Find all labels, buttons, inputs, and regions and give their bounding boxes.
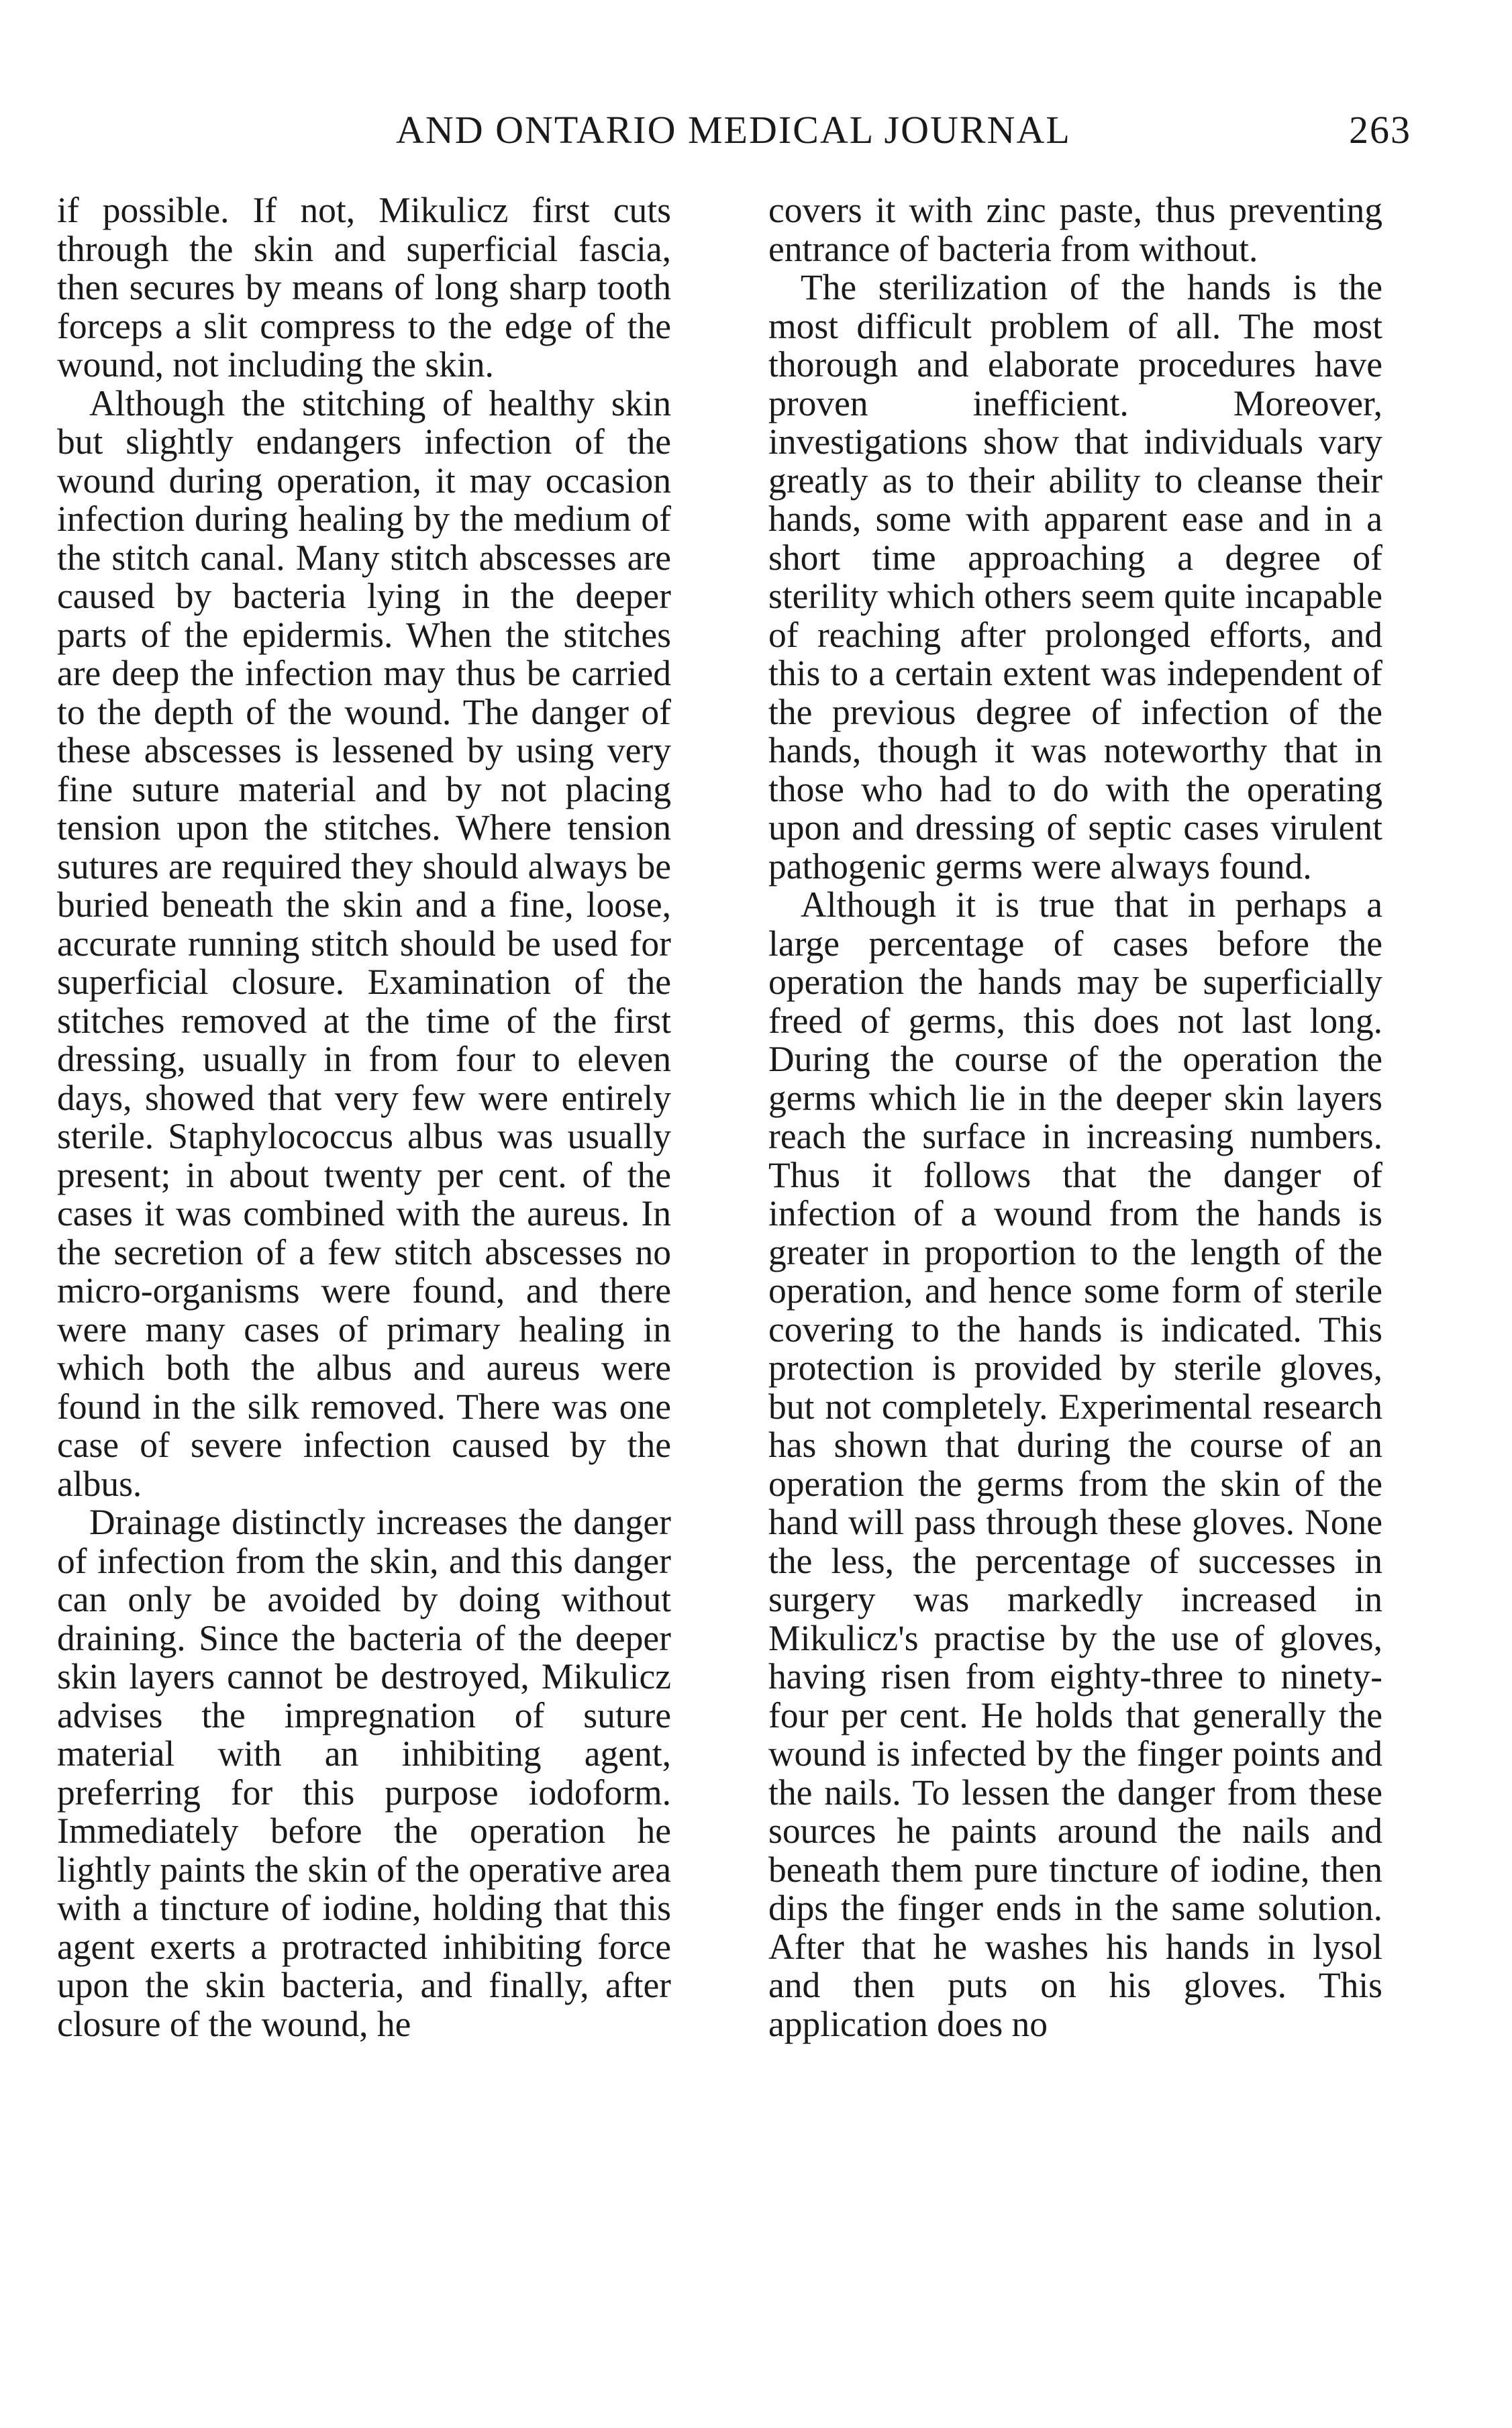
paragraph: Although the stitching of healthy skin but slightly endangers infection of the wound during operation, it may occasion infection during healing by the medium of the stitch canal. Many stitch abscesses are caused by bacteria lying in the deeper parts of the epidermis. When the stitches are deep the infection may thus be carried to the depth of the wound. The danger of these abscesses is lessened by using very fine suture material and by not placing tension upon the stitches. Where tension sutures are required they should always be buried beneath the skin and a fine, loose, accurate running stitch should be used for superficial closure. Examination of the stitches removed at the time of the first dressing, usually in from four to eleven days, showed that very few were entirely sterile. Staphylococcus albus was usually present; in about twenty per cent. of the cases it was combined with the aureus. In the secretion of a few stitch abscesses no micro-organisms were found, and there were many cases of primary healing in which both the albus and aureus were found in the silk removed. There was one case of severe infection caused by the albus. [57,383,671,1504]
paragraph: The sterilization of the hands is the most difficult problem of all. The most thorough and elaborate procedures have proven inefficient. Moreover, investigations show that individuals vary greatly as to their ability to cleanse their hands, some with apparent ease and in a short time approaching a degree of sterility which others seem quite incapable of reaching after prolonged efforts, and this to a certain extent was independent of the previous degree of infection of the hands, though it was noteworthy that in those who had to do with the operating upon and dressing of septic cases virulent pathogenic germs were always found. [768,267,1382,887]
paragraph: Drainage distinctly increases the danger of infection from the skin, and this danger can only be avoided by doing without draining. Since the bacteria of the deeper skin layers cannot be destroyed, Mikulicz advises the impregnation of suture material with an inhibiting agent, preferring for this purpose iodoform. Immediately before the operation he lightly paints the skin of the operative area with a tincture of iodine, holding that this agent exerts a protracted inhibiting force upon the skin bacteria, and finally, after closure of the wound, he [57,1502,671,2044]
left-column [57,191,671,2043]
running-head: AND ONTARIO MEDICAL JOURNAL [396,108,1071,152]
right-column [768,191,1382,2043]
paragraph: Although it is true that in perhaps a large percentage of cases before the operation the hands may be superficially freed of germs, this does not last long. During the course of the operation the germs which lie in the deeper skin layers reach the surface in increasing numbers. Thus it follows that the danger of infection of a wound from the hands is greater in proportion to the length of the operation, and hence some form of sterile covering to the hands is indicated. This protection is provided by sterile gloves, but not completely. Experimental research has shown that during the course of an operation the germs from the skin of the hand will pass through these gloves. None the less, the percentage of successes in surgery was markedly increased in Mikulicz's practise by the use of gloves, having risen from eighty-three to ninety-four per cent. He holds that generally the wound is infected by the finger points and the nails. To lessen the danger from these sources he paints around the nails and beneath them pure tincture of iodine, then dips the finger ends in the same solution. After that he washes his hands in lysol and then puts on his gloves. This application does no [768,884,1382,2044]
page-number: 263 [1349,108,1411,152]
paragraph: covers it with zinc paste, thus preventing entrance of bacteria from without. [768,190,1382,269]
paragraph: if possible. If not, Mikulicz first cuts through the skin and superficial fascia, then secures by means of long sharp tooth forceps a slit compress to the edge of the wound, not including the skin. [57,190,671,385]
page-header [376,107,1411,161]
